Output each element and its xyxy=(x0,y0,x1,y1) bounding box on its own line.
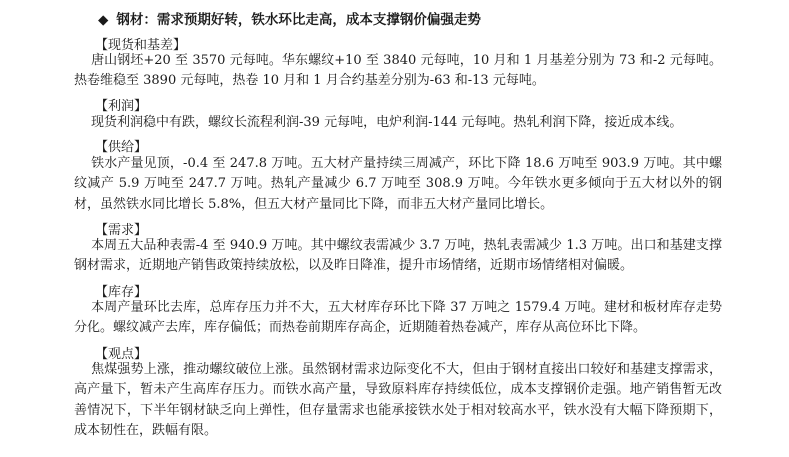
tag-supply: 【供给】 xyxy=(95,140,148,155)
section-heading xyxy=(98,8,481,28)
paragraph-view: 焦煤强势上涨，推动螺纹破位上涨。虽然钢材需求边际变化不大，但由于钢材直接出口较好和基建支撑需求，高产量下，暂未产生高库存压力。而铁水高产量，导致原料库存持续低位，成本支撑钢价走强。地产销售暂无改善情况下，下半年钢材缺乏向上弹性，但存量需求也能承接铁水处于相对较高水平，铁水没有大幅下降预期下，成本韧性在，跌幅有限。 xyxy=(74,362,722,439)
diamond-bullet-icon: ◆ xyxy=(98,12,109,28)
tag-view: 【观点】 xyxy=(95,347,148,362)
tag-inventory: 【库存】 xyxy=(95,285,148,300)
tag-spot-basis: 【现货和基差】 xyxy=(95,38,187,53)
paragraph-profit: 现货利润稳中有跌，螺纹长流程利润-39 元每吨，电炉利润-144 元每吨。热轧利润下降，接近成本线。 xyxy=(91,115,683,130)
tag-profit: 【利润】 xyxy=(95,99,148,114)
paragraph-spot-basis: 唐山钢坯+20 至 3570 元每吨。华东螺纹+10 至 3840 元每吨，10 月和 1 月基差分别为 73 和-2 元每吨。热卷维稳至 3890 元每吨，热卷 10 月和 1 月合约基差分别为-63 和-13 元每吨。 xyxy=(74,53,722,89)
tag-demand: 【需求】 xyxy=(95,223,148,238)
paragraph-supply: 铁水产量见顶，-0.4 至 247.8 万吨。五大材产量持续三周减产，环比下降 18.6 万吨至 903.9 万吨。其中螺纹减产 5.9 万吨至 247.7 万吨。热轧产量减少 6.7 万吨至 308.9 万吨。今年铁水更多倾向于五大材以外的钢材，虽然铁水同比增长 5.8%，但五大材产量同比下降，而非五大材产量同比增长。 xyxy=(74,156,722,212)
heading-text: 钢材：需求预期好转，铁水环比走高，成本支撑钢价偏强走势 xyxy=(116,12,481,28)
paragraph-inventory: 本周产量环比去库，总库存压力并不大，五大材库存环比下降 37 万吨之 1579.4 万吨。建材和板材库存走势分化。螺纹减产去库，库存偏低；而热卷前期库存高企，近期随着热卷减产，库存从高位环比下降。 xyxy=(74,300,722,336)
paragraph-demand: 本周五大品种表需-4 至 940.9 万吨。其中螺纹表需减少 3.7 万吨，热轧表需减少 1.3 万吨。出口和基建支撑钢材需求，近期地产销售政策持续放松，以及昨日降准，提升市场情绪，近期市场情绪相对偏暖。 xyxy=(74,238,722,274)
